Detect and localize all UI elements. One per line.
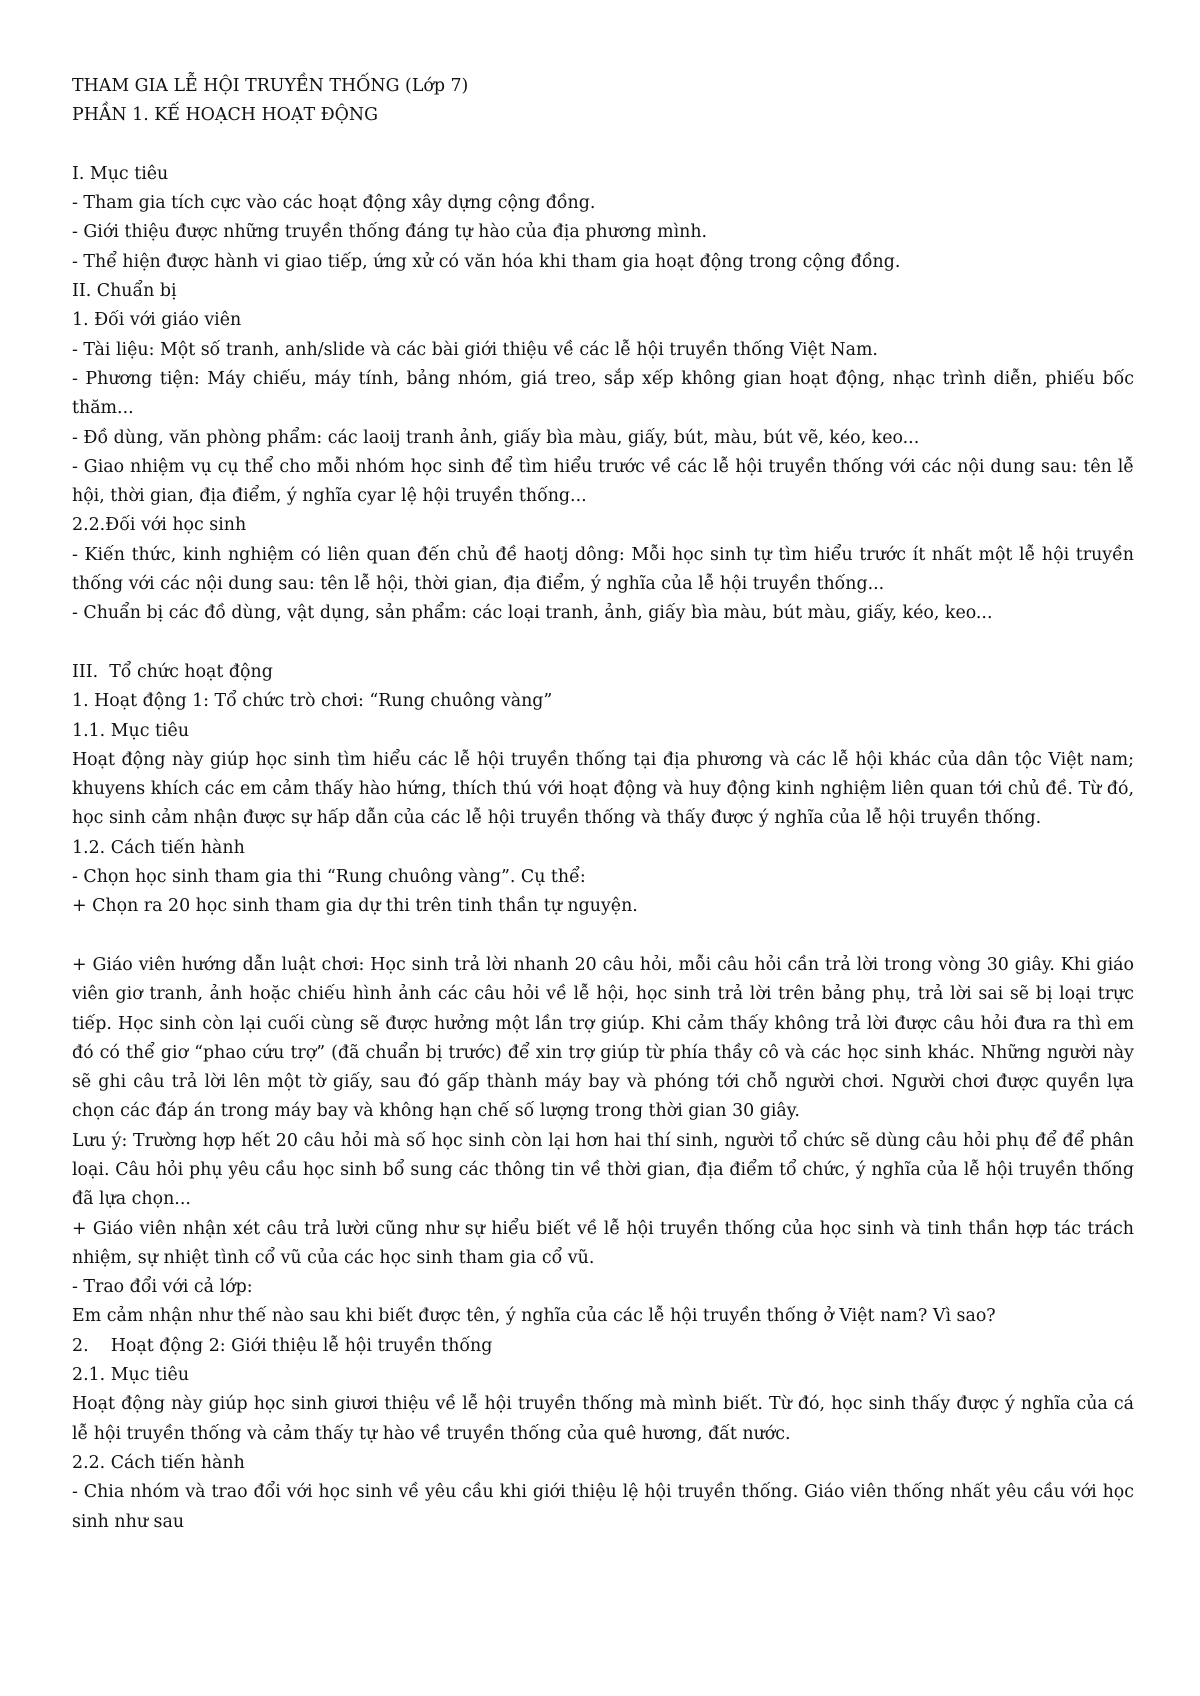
activity-2-heading: 2. Hoạt động 2: Giới thiệu lễ hội truyền thống (72, 1335, 493, 1356)
list-item: - Giới thiệu được những truyền thống đáng tự hào của địa phương mình. (72, 222, 708, 243)
activity-2-goal-text: Hoạt động này giúp học sinh giươi thiệu về lễ hội truyền thống mà mình biết. Từ đó, học sinh thấy được ý nghĩa của cá lễ hội truyền thống và cảm thấy tự hào về truyền thống của quê hương, đất nước. (72, 1394, 1134, 1444)
activity-1-method-line: + Chọn ra 20 học sinh tham gia dự thi trên tinh thần tự nguyện. (72, 896, 638, 917)
activity-2-method-text: - Chia nhóm và trao đổi với học sinh về yêu cầu khi giới thiệu lệ hội truyền thống. Giáo viên thống nhất yêu cầu với học sinh như sau (72, 1482, 1134, 1532)
section-3-heading: III. Tổ chức hoạt động (72, 661, 273, 682)
list-item: - Kiến thức, kinh nghiệm có liên quan đến chủ đề haotj dông: Mỗi học sinh tự tìm hiểu trước ít nhất một lễ hội truyền thống với các nội dung sau: tên lễ hội, thời gian, địa điểm, ý nghĩa của lễ hội truyền thống... (72, 544, 1134, 595)
student-heading: 2.2.Đối với học sinh (72, 515, 247, 536)
part-heading: PHẦN 1. KẾ HOẠCH HOẠT ĐỘNG (72, 105, 379, 126)
activity-1-rules: + Giáo viên hướng dẫn luật chơi: Học sinh trả lời nhanh 20 câu hỏi, mỗi câu hỏi cần trả lời trong vòng 30 giây. Khi giáo viên giơ tranh, ảnh hoặc chiếu hình ảnh các câu hỏi về lễ hội, học sinh trả lời trên bảng phụ, trả lời sai sẽ bị loại trực tiếp. Học sinh còn lại cuối cùng sẽ được hưởng một lần trợ giúp. Khi cảm thấy không trả lời được câu hỏi đưa ra thì em đó có thể giơ “phao cứu trợ” (đã chuẩn bị trước) để xin trợ giúp từ phía thầy cô và các học sinh khác. Những người này sẽ ghi câu trả lời lên một tờ giấy, sau đó gấp thành máy bay và phóng tới chỗ người chơi. Người chơi được quyền lựa chọn các đáp án trong máy bay và không hạn chế số lượng trong thời gian 30 giây. (72, 954, 1134, 1122)
list-item: - Tham gia tích cực vào các hoạt động xây dựng cộng đồng. (72, 193, 596, 214)
list-item: - Tài liệu: Một số tranh, anh/slide và các bài giới thiệu về các lễ hội truyền thống Việt Nam. (72, 339, 878, 360)
discussion-question: Em cảm nhận như thế nào sau khi biết được tên, ý nghĩa của các lễ hội truyền thống ở Việt nam? Vì sao? (72, 1306, 996, 1327)
list-item: - Giao nhiệm vụ cụ thể cho mỗi nhóm học sinh để tìm hiểu trước về các lễ hội truyền thống với các nội dung sau: tên lễ hội, thời gian, địa điểm, ý nghĩa cyar lệ hội truyền thống... (72, 456, 1134, 507)
activity-1-method-heading: 1.2. Cách tiến hành (72, 837, 245, 858)
activity-1-review: + Giáo viên nhận xét câu trả lười cũng như sự hiểu biết về lễ hội truyền thống của học sinh và tinh thần hợp tác trách nhiệm, sự nhiệt tình cổ vũ của các học sinh tham gia cổ vũ. (72, 1218, 1134, 1268)
teacher-heading: 1. Đối với giáo viên (72, 310, 242, 331)
list-item: - Đồ dùng, văn phòng phẩm: các laoij tranh ảnh, giấy bìa màu, giấy, bút, màu, bút vẽ, kéo, keo... (72, 427, 920, 448)
activity-2-goal-heading: 2.1. Mục tiêu (72, 1365, 190, 1386)
activity-2-method-heading: 2.2. Cách tiến hành (72, 1452, 245, 1473)
list-item: - Chuẩn bị các đồ dùng, vật dụng, sản phẩm: các loại tranh, ảnh, giấy bìa màu, bút màu, giấy, kéo, keo... (72, 603, 993, 624)
activity-1-method-line: - Chọn học sinh tham gia thi “Rung chuông vàng”. Cụ thể: (72, 867, 586, 888)
activity-1-heading: 1. Hoạt động 1: Tổ chức trò chơi: “Rung chuông vàng” (72, 691, 553, 712)
list-item: - Thể hiện được hành vi giao tiếp, ứng xử có văn hóa khi tham gia hoạt động trong cộng đồng. (72, 251, 901, 272)
section-1-heading: I. Mục tiêu (72, 163, 169, 184)
activity-1-note: Lưu ý: Trường hợp hết 20 câu hỏi mà số học sinh còn lại hơn hai thí sinh, người tổ chức sẽ dùng câu hỏi phụ để để phân loại. Câu hỏi phụ yêu cầu học sinh bổ sung các thông tin về thời gian, địa điểm tổ chức, ý nghĩa của lễ hội truyền thống đã lựa chọn... (72, 1130, 1134, 1210)
activity-1-goal-text: Hoạt động này giúp học sinh tìm hiểu các lễ hội truyền thống tại địa phương và các lễ hội khác của dân tộc Việt nam; khuyens khích các em cảm thấy hào hứng, thích thú với hoạt động và huy động kinh nghiệm liên quan tới chủ đề. Từ đó, học sinh cảm nhận được sự hấp dẫn của các lễ hội truyền thống và thấy được ý nghĩa của lễ hội truyền thống. (72, 749, 1134, 829)
section-2-heading: II. Chuẩn bị (72, 281, 177, 302)
discussion-heading: - Trao đổi với cả lớp: (72, 1277, 253, 1298)
list-item: - Phương tiện: Máy chiếu, máy tính, bảng nhóm, giá treo, sắp xếp không gian hoạt động, nhạc trình diễn, phiếu bốc thăm... (72, 368, 1134, 419)
document-title: THAM GIA LỄ HỘI TRUYỀN THỐNG (Lớp 7) (72, 76, 469, 96)
activity-1-goal-heading: 1.1. Mục tiêu (72, 720, 190, 741)
